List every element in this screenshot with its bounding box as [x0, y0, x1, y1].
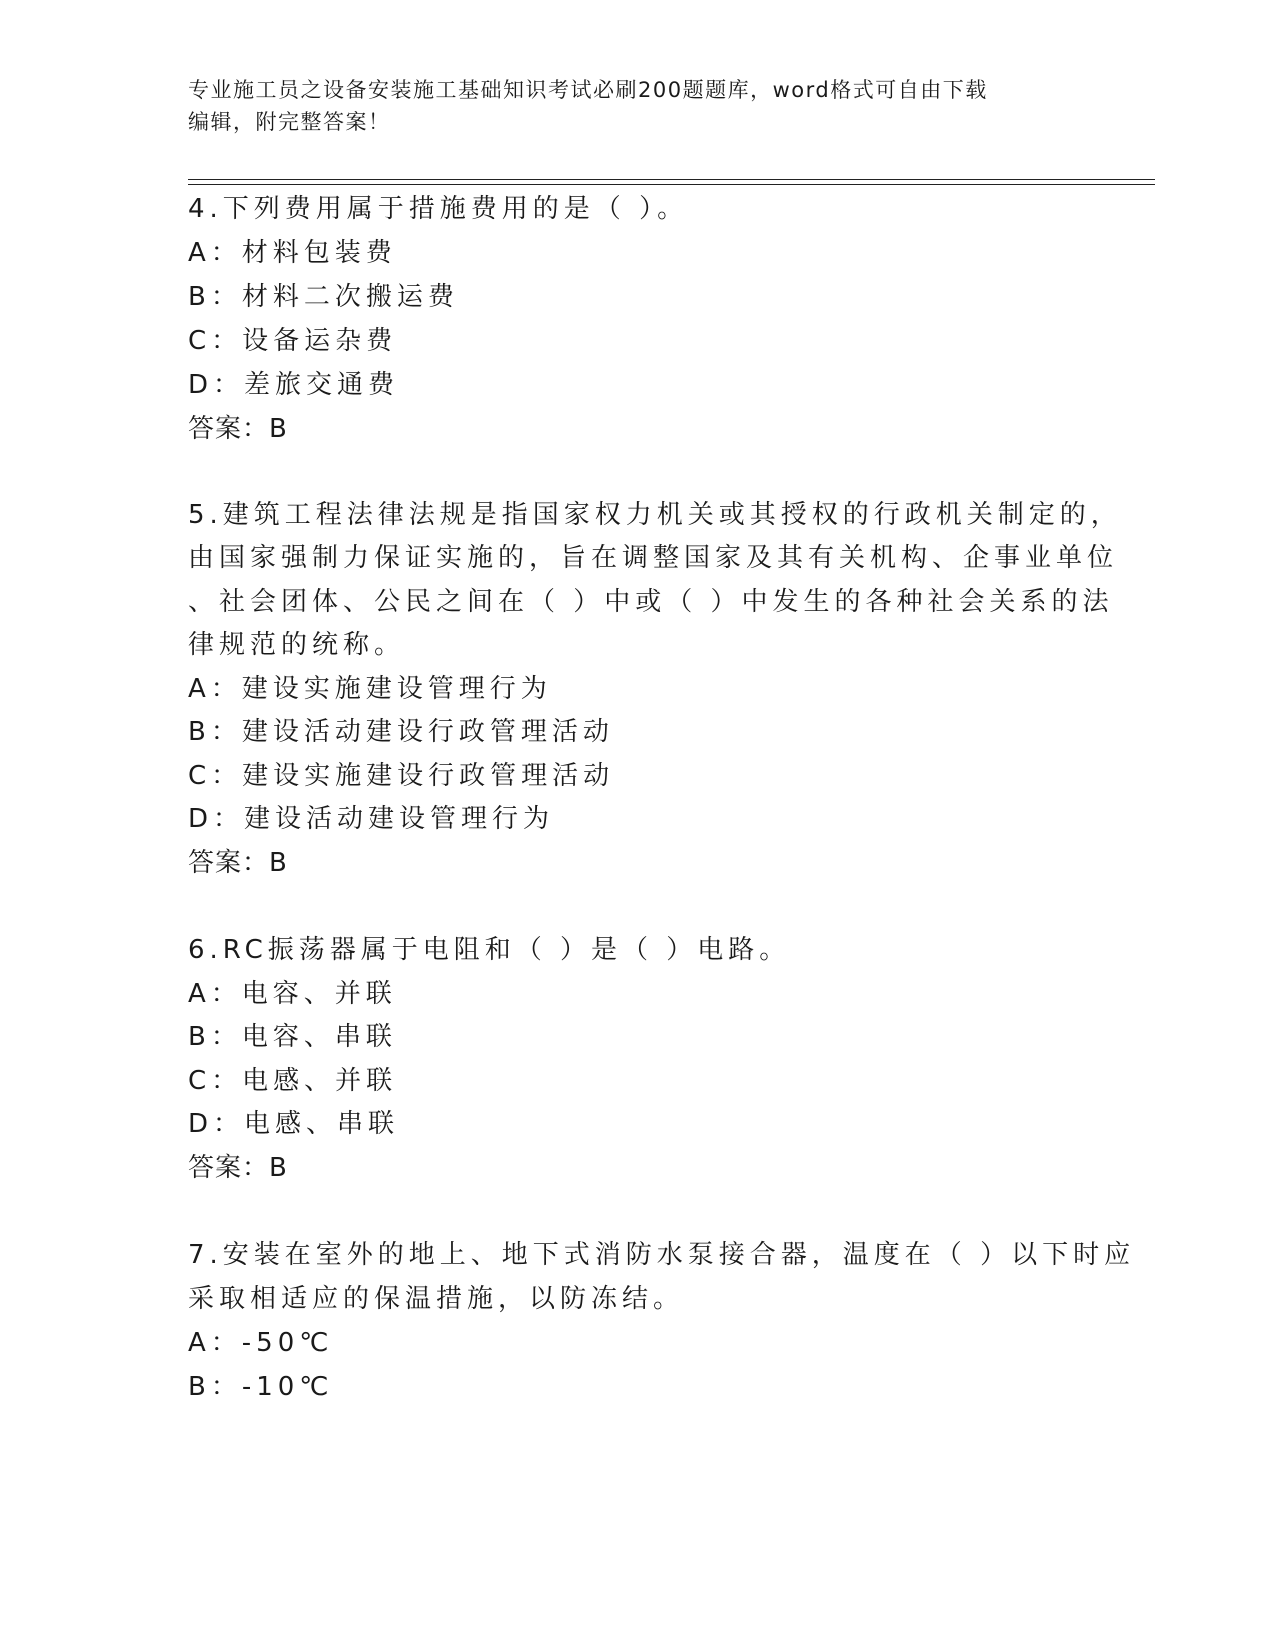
question-4-option-a: A：材料包装费 [188, 238, 397, 268]
question-5-answer: 答案：B [188, 848, 288, 878]
question-5-option-b: B：建设活动建设行政管理活动 [188, 717, 614, 747]
question-7-stem-line-1: 7.安装在室外的地上、地下式消防水泵接合器，温度在（ ）以下时应 [188, 1240, 1136, 1270]
document-header [188, 74, 1068, 138]
question-6-stem: 6.RC振荡器属于电阻和（ ）是（ ）电路。 [188, 935, 791, 965]
question-5-stem-line-2: 由国家强制力保证实施的，旨在调整国家及其有关机构、企事业单位 [188, 543, 1119, 573]
header-divider-bottom [188, 184, 1155, 185]
question-4-stem: 4.下列费用属于措施费用的是（ ）。 [188, 194, 689, 224]
question-7-option-a: A：-50℃ [188, 1328, 334, 1358]
question-5-option-c: C：建设实施建设行政管理活动 [188, 761, 615, 791]
header-line-1: 专业施工员之设备安装施工基础知识考试必刷200题题库，word格式可自由下载 [188, 78, 988, 102]
question-7-option-b: B：-10℃ [188, 1372, 334, 1402]
question-6-option-d: D：电感、串联 [188, 1109, 400, 1139]
question-6-option-b: B：电容、串联 [188, 1022, 397, 1052]
question-5-stem-line-4: 律规范的统称。 [188, 630, 406, 660]
question-5-option-a: A：建设实施建设管理行为 [188, 674, 552, 704]
question-4-option-c: C：设备运杂费 [188, 326, 398, 356]
question-4-answer: 答案：B [188, 414, 288, 444]
question-6-option-c: C：电感、并联 [188, 1066, 398, 1096]
question-7-stem-line-2: 采取相适应的保温措施，以防冻结。 [188, 1284, 685, 1314]
question-6-option-a: A：电容、并联 [188, 979, 397, 1009]
header-divider-top [188, 179, 1155, 180]
question-5-stem-line-1: 5.建筑工程法律法规是指国家权力机关或其授权的行政机关制定的， [188, 500, 1122, 530]
header-line-2: 编辑，附完整答案！ [188, 110, 391, 134]
question-5-stem-line-3: 、社会团体、公民之间在（ ）中或（ ）中发生的各种社会关系的法 [188, 587, 1114, 617]
question-4-option-d: D：差旅交通费 [188, 370, 400, 400]
question-4-option-b: B：材料二次搬运费 [188, 282, 459, 312]
question-6-answer: 答案：B [188, 1153, 288, 1183]
question-5-option-d: D：建设活动建设管理行为 [188, 804, 555, 834]
